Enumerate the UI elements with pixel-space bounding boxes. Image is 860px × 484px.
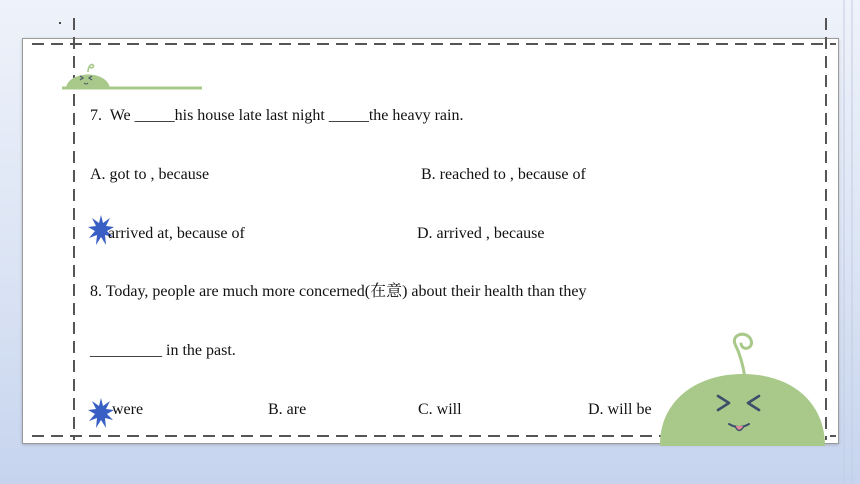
q8-option-c: C. will xyxy=(418,401,462,418)
q8-option-d: D. will be xyxy=(588,401,652,418)
big-mascot-icon xyxy=(655,330,830,448)
q7-option-a: A. got to , because xyxy=(90,166,210,183)
question-7-stem: 7. We _____his house late last night _____the heavy rain. xyxy=(90,107,464,124)
q8-option-b: B. are xyxy=(268,401,307,418)
small-mascot-icon xyxy=(62,55,212,95)
q7-option-c: arrived at, because of xyxy=(108,225,245,242)
question-8-stem-line1: 8. Today, people are much more concerned(在意) about their health than they xyxy=(90,283,587,300)
question-8-stem-line2: _________ in the past. xyxy=(90,342,236,359)
q8-option-a: were xyxy=(112,401,144,418)
answer-mark-icon xyxy=(88,398,114,428)
q7-option-d: D. arrived , because xyxy=(417,225,545,242)
q7-option-b: B. reached to , because of xyxy=(421,166,586,183)
decorative-dot xyxy=(59,22,61,24)
